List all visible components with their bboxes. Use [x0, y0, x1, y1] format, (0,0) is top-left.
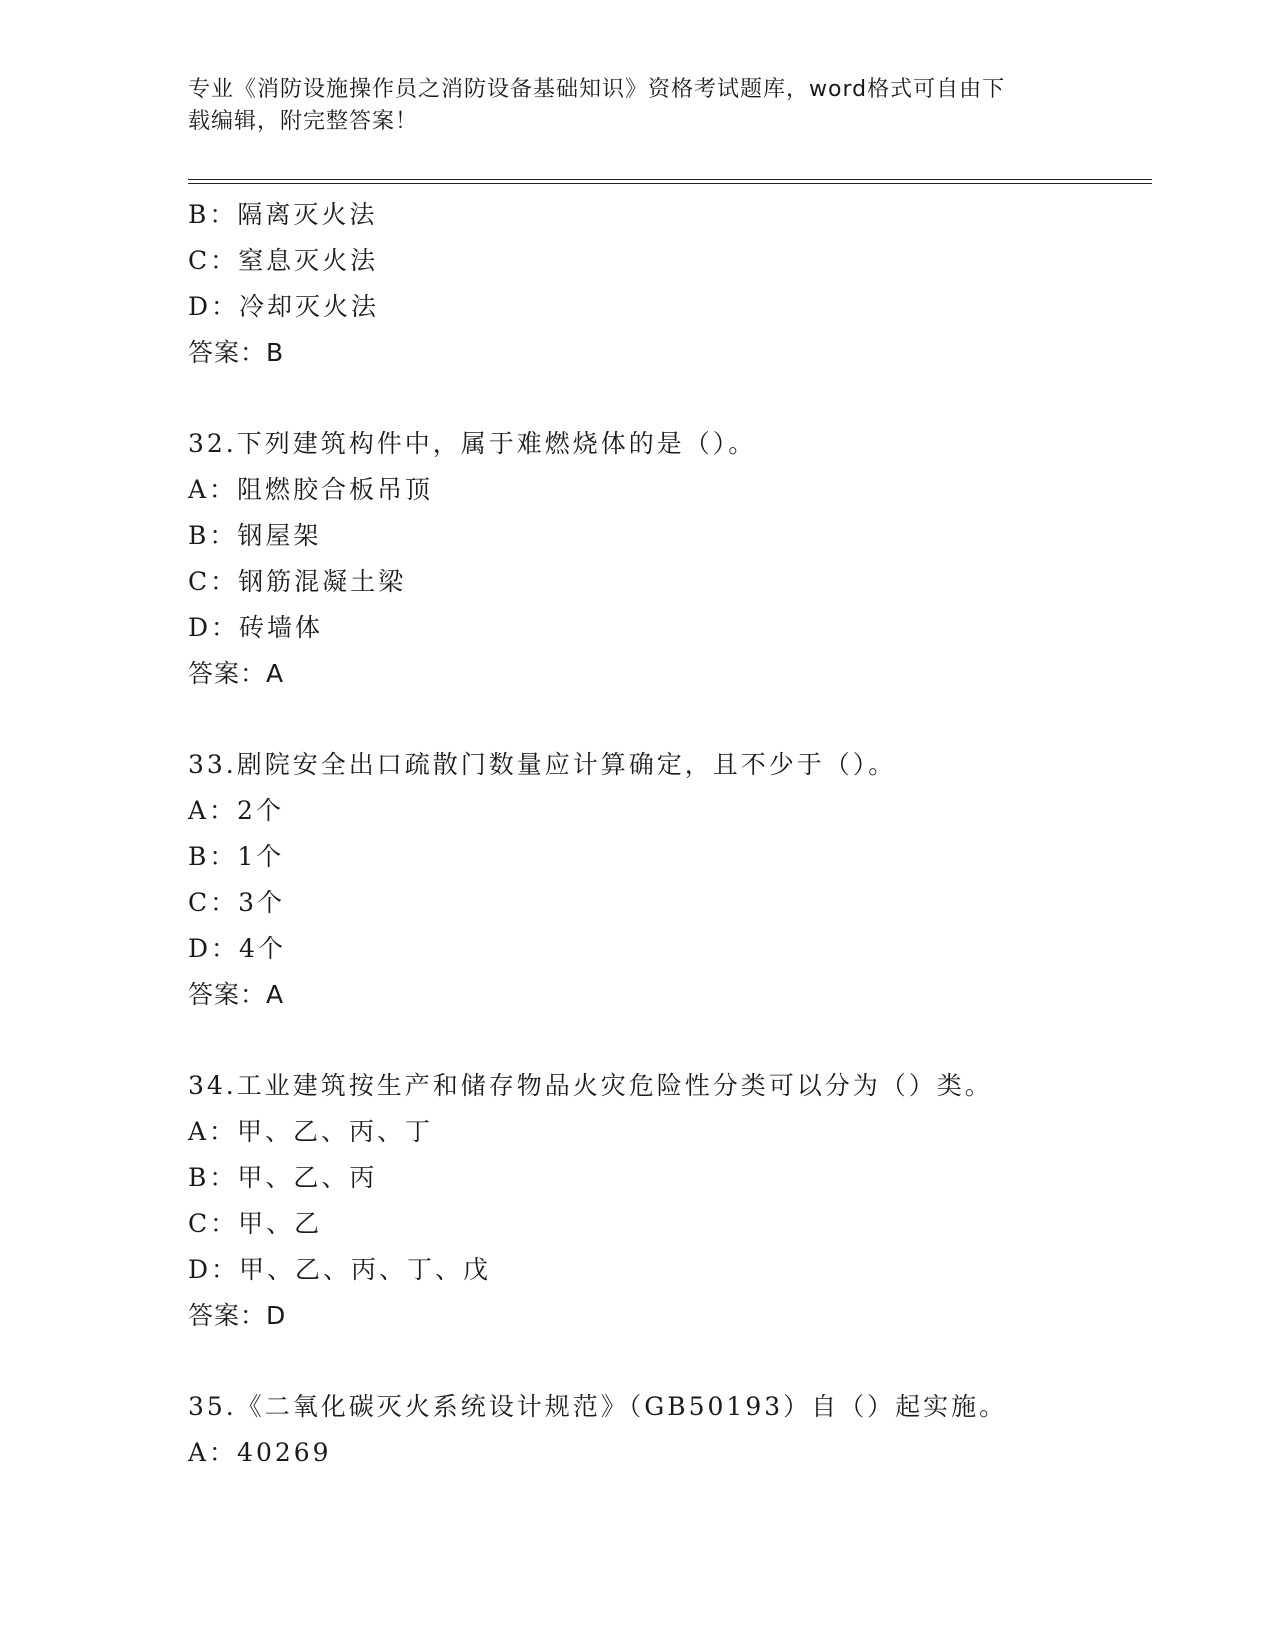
question-34	[188, 1063, 1152, 1339]
question-31-partial	[188, 192, 1152, 376]
option-b: B：钢屋架	[188, 521, 322, 550]
option-d: D：4个	[188, 934, 286, 963]
option-b: B：甲、乙、丙	[188, 1163, 378, 1192]
question-text: 33.剧院安全出口疏散门数量应计算确定，且不少于（）。	[188, 750, 897, 779]
question-35	[188, 1384, 1152, 1476]
question-text: 34.工业建筑按生产和储存物品火灾危险性分类可以分为（）类。	[188, 1071, 993, 1100]
option-a: A：2个	[188, 796, 284, 825]
option-c: C：3个	[188, 888, 286, 917]
option-b: B：隔离灭火法	[188, 200, 378, 229]
answer-line: 答案：D	[188, 1301, 287, 1330]
option-d: D：冷却灭火法	[188, 292, 380, 321]
option-b: B：1个	[188, 842, 285, 871]
header-line-2: 载编辑，附完整答案！	[188, 109, 419, 134]
option-a: A：甲、乙、丙、丁	[188, 1117, 434, 1146]
header-divider-top	[188, 179, 1152, 180]
header-divider-bottom	[188, 183, 1152, 184]
answer-line: 答案：A	[188, 980, 285, 1009]
option-d: D：砖墙体	[188, 613, 324, 642]
question-text: 32.下列建筑构件中，属于难燃烧体的是（）。	[188, 429, 757, 458]
option-c: C：窒息灭火法	[188, 246, 379, 275]
question-list	[188, 192, 1152, 1476]
option-c: C：甲、乙	[188, 1209, 323, 1238]
option-a: A：40269	[188, 1438, 332, 1467]
question-32	[188, 421, 1152, 697]
header-line-1: 专业《消防设施操作员之消防设备基础知识》资格考试题库，word格式可自由下	[188, 77, 1006, 102]
answer-line: 答案：B	[188, 338, 285, 367]
question-text: 35.《二氧化碳灭火系统设计规范》（GB50193）自（）起实施。	[188, 1392, 1008, 1421]
option-c: C：钢筋混凝土梁	[188, 567, 407, 596]
document-header	[188, 74, 1088, 138]
answer-line: 答案：A	[188, 659, 285, 688]
option-d: D：甲、乙、丙、丁、戊	[188, 1255, 492, 1284]
option-a: A：阻燃胶合板吊顶	[188, 475, 434, 504]
question-33	[188, 742, 1152, 1018]
